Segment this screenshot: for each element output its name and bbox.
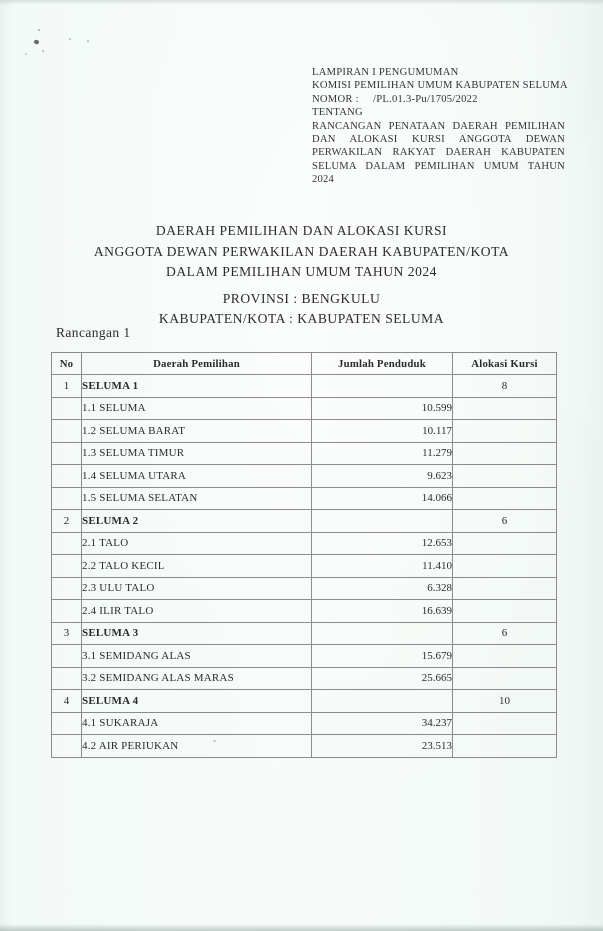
title-line-3: DALAM PEMILIHAN UMUM TAHUN 2024 <box>166 264 437 279</box>
table-body <box>52 375 557 758</box>
dapil-table <box>51 352 557 758</box>
header-alokasi-kursi: Alokasi Kursi <box>453 353 557 375</box>
daerah-cell: 1.1 SELUMA <box>82 397 312 420</box>
no-cell <box>52 397 82 420</box>
header-jumlah-penduduk: Jumlah Penduduk <box>312 353 453 375</box>
table-row <box>52 420 557 443</box>
ink-speck <box>25 53 27 55</box>
table-row <box>52 577 557 600</box>
daerah-cell: 1.3 SELUMA TIMUR <box>82 442 312 465</box>
kursi-cell: 6 <box>453 510 557 533</box>
daerah-cell: 4.2 AIR PERIUKAN <box>82 735 312 758</box>
daerah-cell: 2.4 ILIR TALO <box>82 600 312 623</box>
no-cell <box>52 420 82 443</box>
daerah-cell: 2.3 ULU TALO <box>82 577 312 600</box>
no-cell <box>52 465 82 488</box>
kursi-cell: 8 <box>453 375 557 398</box>
tentang-line: TENTANG <box>312 107 363 119</box>
table-row <box>52 712 557 735</box>
table-row <box>52 397 557 420</box>
penduduk-cell: 11.410 <box>312 555 453 578</box>
kursi-cell <box>453 577 557 600</box>
daerah-cell: SELUMA 3 <box>82 622 312 645</box>
no-cell <box>52 712 82 735</box>
no-cell: 1 <box>52 375 82 398</box>
table-row <box>52 375 557 398</box>
lampiran-header-block <box>312 66 568 187</box>
table-row <box>52 735 557 758</box>
no-cell <box>52 735 82 758</box>
table-row <box>52 532 557 555</box>
penduduk-cell <box>312 690 453 713</box>
no-cell <box>52 577 82 600</box>
ink-speck <box>87 40 89 42</box>
daerah-cell: 1.2 SELUMA BARAT <box>82 420 312 443</box>
kursi-cell <box>453 397 557 420</box>
document-title <box>0 221 603 330</box>
daerah-cell: 3.1 SEMIDANG ALAS <box>82 645 312 668</box>
header-no: No <box>52 353 82 375</box>
kursi-cell: 10 <box>453 690 557 713</box>
no-cell <box>52 667 82 690</box>
no-cell: 3 <box>52 622 82 645</box>
no-cell <box>52 532 82 555</box>
table-row <box>52 667 557 690</box>
penduduk-cell <box>312 375 453 398</box>
penduduk-cell: 34.237 <box>312 712 453 735</box>
kursi-cell <box>453 712 557 735</box>
lampiran-line: LAMPIRAN I PENGUMUMAN <box>312 67 459 78</box>
subject-paragraph: RANCANGAN PENATAAN DAERAH PEMILIHAN DAN ALOKASI KURSI ANGGOTA DEWAN PERWAKILAN RAKYAT DAERAH KABUPATEN SELUMA DALAM PEMILIHAN UMUM TAHUN 2024 <box>312 120 565 186</box>
nomor-line <box>312 93 565 106</box>
ink-speck <box>34 39 40 44</box>
penduduk-cell: 9.623 <box>312 465 453 488</box>
ink-speck <box>42 50 44 52</box>
table-row <box>52 600 557 623</box>
header-daerah-pemilihan: Daerah Pemilihan <box>82 353 312 375</box>
kursi-cell <box>453 442 557 465</box>
table-row <box>52 622 557 645</box>
penduduk-cell <box>312 510 453 533</box>
penduduk-cell: 6.328 <box>312 577 453 600</box>
daerah-cell: 3.2 SEMIDANG ALAS MARAS <box>82 667 312 690</box>
table-row <box>52 510 557 533</box>
kursi-cell <box>453 667 557 690</box>
kursi-cell <box>453 465 557 488</box>
kursi-cell <box>453 600 557 623</box>
ink-speck <box>38 29 40 31</box>
no-cell <box>52 600 82 623</box>
kursi-cell <box>453 735 557 758</box>
daerah-cell: 2.1 TALO <box>82 532 312 555</box>
penduduk-cell: 25.665 <box>312 667 453 690</box>
penduduk-cell: 12.653 <box>312 532 453 555</box>
penduduk-cell: 14.066 <box>312 487 453 510</box>
penduduk-cell: 23.513 <box>312 735 453 758</box>
penduduk-cell: 10.599 <box>312 397 453 420</box>
no-cell <box>52 555 82 578</box>
kursi-cell <box>453 420 557 443</box>
table-header-row <box>52 353 557 375</box>
penduduk-cell: 15.679 <box>312 645 453 668</box>
kursi-cell: 6 <box>453 622 557 645</box>
daerah-cell: SELUMA 1 <box>82 375 312 398</box>
daerah-cell: 2.2 TALO KECIL <box>82 555 312 578</box>
nomor-label: NOMOR : <box>312 93 359 105</box>
table-row <box>52 555 557 578</box>
ink-speck <box>69 38 71 40</box>
kpu-name-line: KOMISI PEMILIHAN UMUM KABUPATEN SELUMA <box>312 80 568 92</box>
kursi-cell <box>453 555 557 578</box>
daerah-cell: SELUMA 2 <box>82 510 312 533</box>
daerah-cell: 4.1 SUKARAJA <box>82 712 312 735</box>
provinsi-line: PROVINSI : BENGKULU <box>222 290 381 306</box>
no-cell <box>52 487 82 510</box>
kabupaten-kota-line: KABUPATEN/KOTA : KABUPATEN SELUMA <box>158 311 445 326</box>
nomor-value: /PL.01.3-Pu/1705/2022 <box>373 93 478 105</box>
table-row <box>52 645 557 668</box>
no-cell: 2 <box>52 510 82 533</box>
daerah-cell: 1.5 SELUMA SELATAN <box>82 487 312 510</box>
no-cell <box>52 645 82 668</box>
kursi-cell <box>453 532 557 555</box>
table-row <box>52 487 557 510</box>
table-row <box>52 690 557 713</box>
penduduk-cell: 10.117 <box>312 420 453 443</box>
daerah-cell: 1.4 SELUMA UTARA <box>82 465 312 488</box>
table-row <box>52 442 557 465</box>
kursi-cell <box>453 645 557 668</box>
penduduk-cell: 11.279 <box>312 442 453 465</box>
no-cell: 4 <box>52 690 82 713</box>
daerah-cell: SELUMA 4 <box>82 690 312 713</box>
table-row <box>52 465 557 488</box>
penduduk-cell <box>312 622 453 645</box>
title-line-2: ANGGOTA DEWAN PERWAKILAN DAERAH KABUPATEN/KOTA <box>93 243 510 259</box>
kursi-cell <box>453 487 557 510</box>
rancangan-label: Rancangan 1 <box>56 325 131 340</box>
title-line-1: DAERAH PEMILIHAN DAN ALOKASI KURSI <box>155 223 448 238</box>
penduduk-cell: 16.639 <box>312 600 453 623</box>
no-cell <box>52 442 82 465</box>
